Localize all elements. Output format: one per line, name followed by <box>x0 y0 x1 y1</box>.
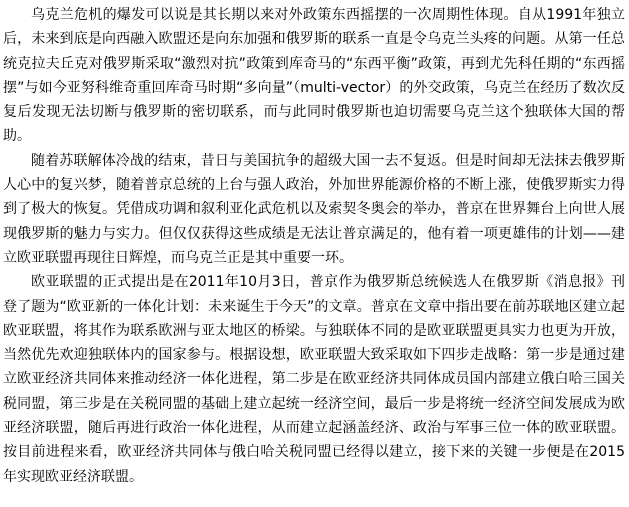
paragraph-eurasian-union: 欧亚联盟的正式提出是在2011年10月3日，普京作为俄罗斯总统候选人在俄罗斯《消息报》刊登了题为“欧亚新的一体化计划：未来诞生于今天”的文章。普京在文章中指出要在前苏联地区建立起欧亚联盟，将其作为联系欧洲与亚太地区的桥梁。与独联体不同的是欧亚联盟更具实力也更为开放，当然优先欢迎独联体内的国家参与。根据设想，欧亚联盟大致采取如下四步走战略：第一步是通过建立欧亚经济共同体来推动经济一体化进程，第二步是在欧亚经济共同体成员国内部建立俄白哈三国关税同盟，第三步是在关税同盟的基础上建立起统一经济空间，最后一步是将统一经济空间发展成为欧亚经济联盟，随后再进行政治一体化进程，从而建立起涵盖经济、政治与军事三位一体的欧亚联盟。按目前进程来看，欧亚经济共同体与俄白哈关税同盟已经得以建立，接下来的关键一步便是在2015年实现欧亚经济联盟。 <box>3 274 625 485</box>
paragraph-ukraine-crisis: 乌克兰危机的爆发可以说是其长期以来对外政策东西摇摆的一次周期性体现。自从1991年独立后，未来到底是向西融入欧盟还是向东加强和俄罗斯的联系一直是令乌克兰头疼的问题。从第一任总统克拉夫丘克对俄罗斯采取“激烈对抗”政策到库奇马的“东西平衡”政策，再到尤先科任期的“东西摇摆”与如今亚努科维奇重回库奇马时期“多向量”（multi-vector）的外交政策，乌克兰在经历了数次反复后发现无法切断与俄罗斯的密切联系，而与此同时俄罗斯也迫切需要乌克兰这个独联体大国的帮助。 <box>3 7 625 145</box>
paragraph-russia-revival: 随着苏联解体冷战的结束，昔日与美国抗争的超级大国一去不复返。但是时间却无法抹去俄罗斯人心中的复兴梦，随着普京总统的上台与强人政治，外加世界能源价格的不断上涨，使俄罗斯实力得到了极大的恢复。凭借成功调和叙利亚化武危机以及索契冬奥会的举办，普京在世界舞台上向世人展现俄罗斯的魅力与实力。但仅仅获得这些成绩是无法让普京满足的，他有着一项更雄伟的计划——建立欧亚联盟再现往日辉煌，而乌克兰正是其中重要一环。 <box>3 152 625 266</box>
document-body <box>3 3 625 489</box>
